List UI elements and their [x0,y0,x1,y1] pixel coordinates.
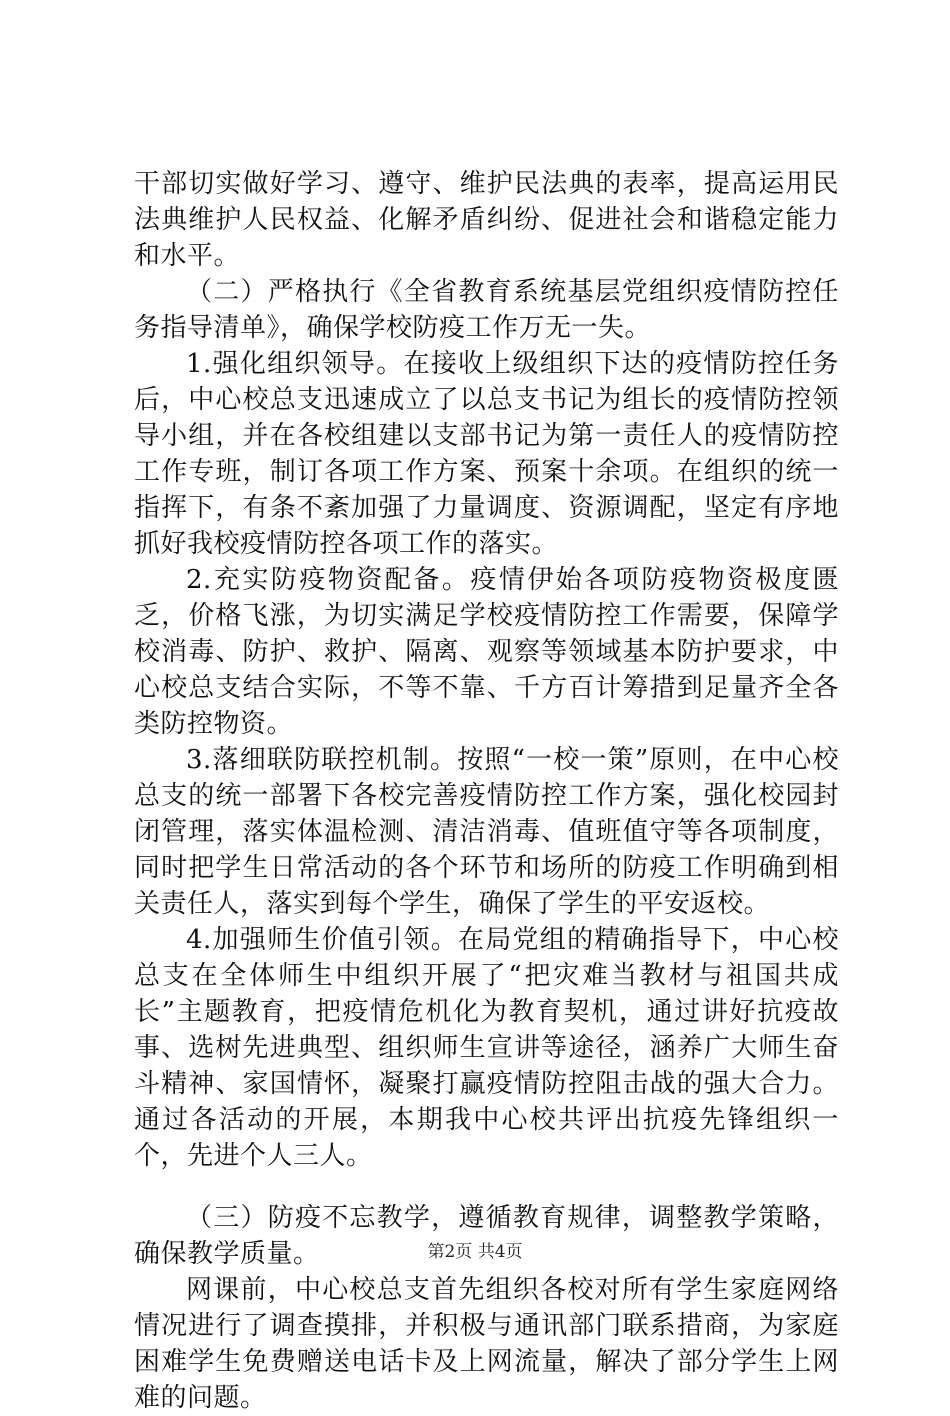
paragraph-item-2: 2.充实防疫物资配备。疫情伊始各项防疫物资极度匮乏，价格飞涨，为切实满足学校疫情防控工作需要，保障学校消毒、防护、救护、隔离、观察等领域基本防护要求，中心校总支结合实际，不等不靠、千方百计筹措到足量齐全各类防控物资。 [134,565,839,739]
page-footer: 第2页 共4页 [427,1242,523,1262]
paragraph-item-1: 1.强化组织领导。在接收上级组织下达的疫情防控任务后，中心校总支迅速成立了以总支书记为组长的疫情防控领导小组，并在各校组建以支部书记为第一责任人的疫情防控工作专班，制订各项工作方案、预案十余项。在组织的统一指挥下，有条不紊加强了力量调度、资源调配，坚定有序地抓好我校疫情防控各项工作的落实。 [134,349,839,559]
document-body [134,166,839,1416]
paragraph-online-class: 网课前，中心校总支首先组织各校对所有学生家庭网络情况进行了调查摸排，并积极与通讯部门联系措商，为家庭困难学生免费赠送电话卡及上网流量，解决了部分学生上网难的问题。 [134,1275,839,1413]
paragraph-spacer [134,1174,839,1200]
section-heading-3: （三）防疫不忘教学，遵循教育规律，调整教学策略，确保教学质量。 [134,1203,839,1269]
paragraph-continuation: 干部切实做好学习、遵守、维护民法典的表率，提高运用民法典维护人民权益、化解矛盾纠纷、促进社会和谐稳定能力和水平。 [134,169,839,271]
section-heading-2: （二）严格执行《全省教育系统基层党组织疫情防控任务指导清单》，确保学校防疫工作万无一失。 [134,277,839,343]
paragraph-item-3: 3.落细联防联控机制。按照“一校一策”原则，在中心校总支的统一部署下各校完善疫情防控工作方案，强化校园封闭管理，落实体温检测、清洁消毒、值班值守等各项制度，同时把学生日常活动的各个环节和场所的防疫工作明确到相关责任人，落实到每个学生，确保了学生的平安返校。 [134,745,839,919]
paragraph-item-4: 4.加强师生价值引领。在局党组的精确指导下，中心校总支在全体师生中组织开展了“把灾难当教材与祖国共成长”主题教育，把疫情危机化为教育契机，通过讲好抗疫故事、选树先进典型、组织师生宣讲等途径，涵养广大师生奋斗精神、家国情怀，凝聚打赢疫情防控阻击战的强大合力。通过各活动的开展，本期我中心校共评出抗疫先锋组织一个，先进个人三人。 [134,925,839,1171]
